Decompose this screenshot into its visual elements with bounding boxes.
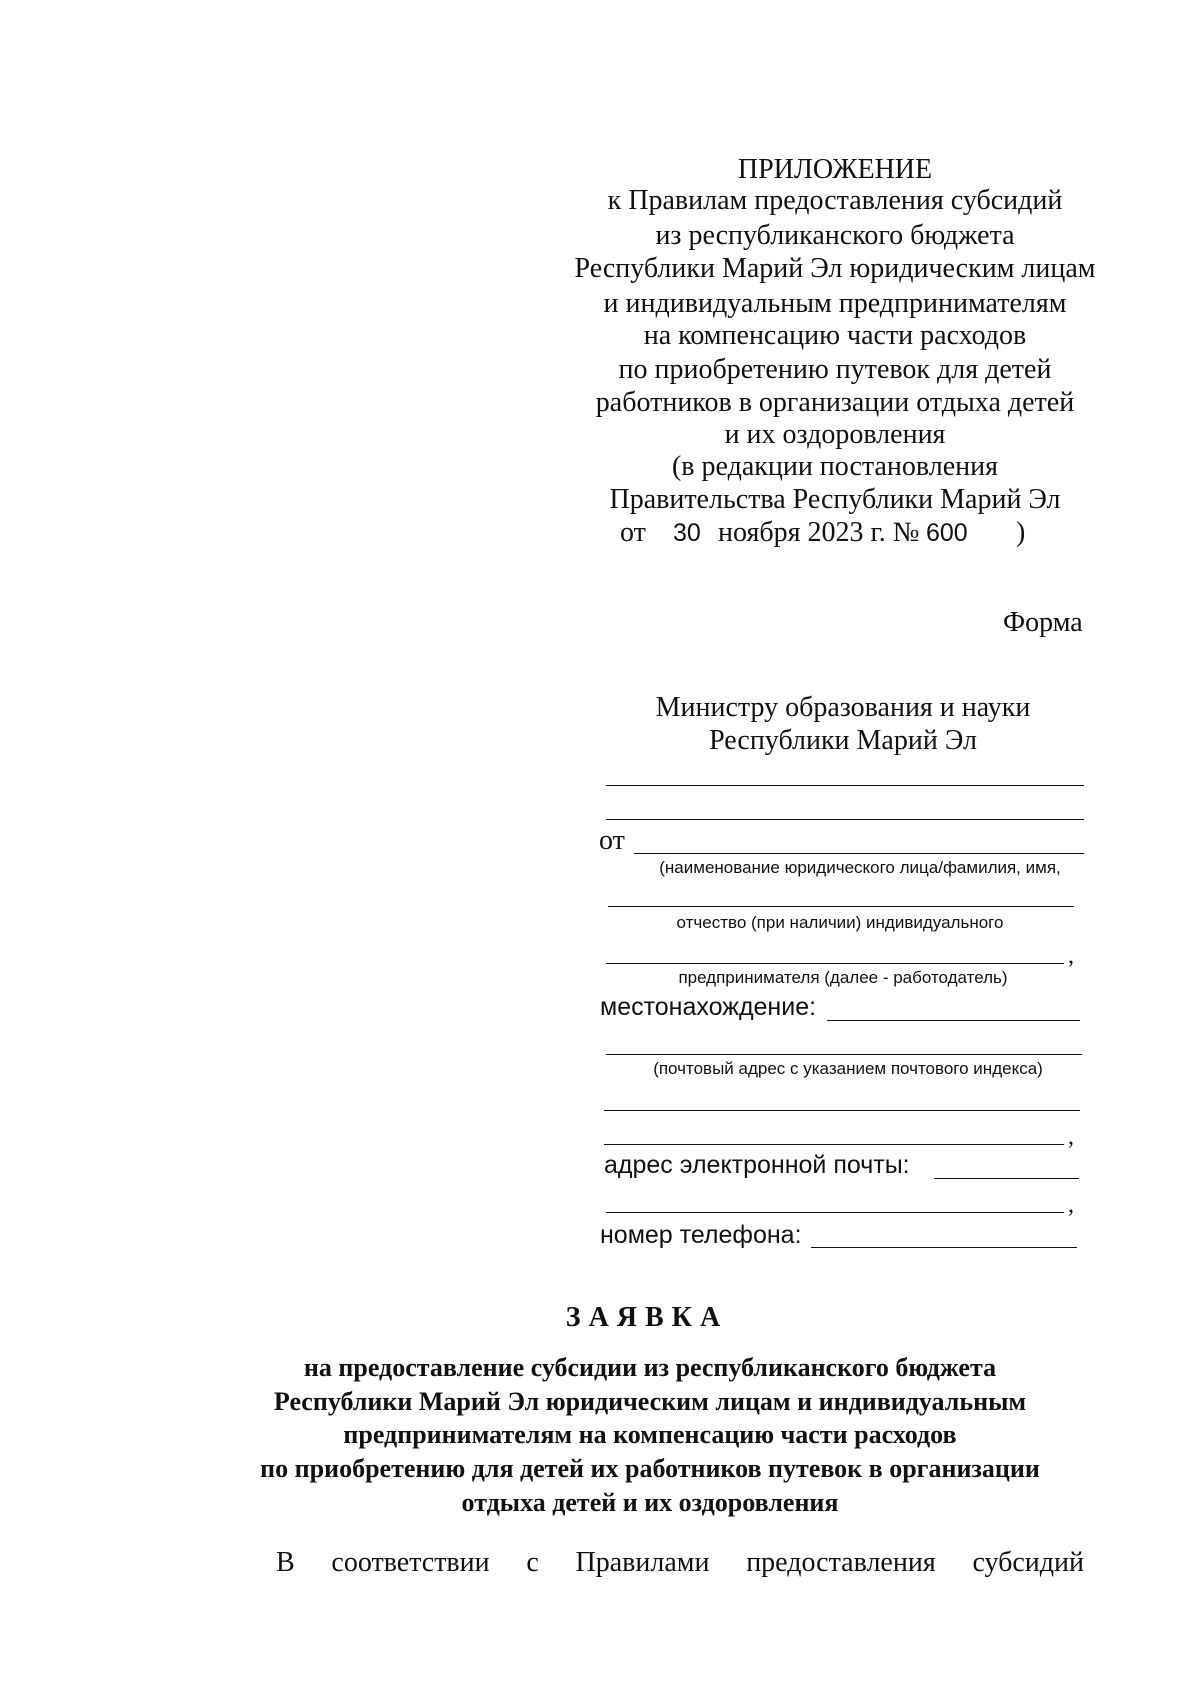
application-subtitle-line: Республики Марий Эл юридическим лицам и индивидуальным — [273, 1387, 1027, 1416]
blank-line — [604, 1144, 1064, 1145]
email-field-line — [934, 1178, 1079, 1179]
appendix-line: работников в организации отдыха детей — [595, 387, 1075, 418]
body-word: предоставления — [746, 1547, 936, 1578]
from-label: от — [599, 825, 625, 856]
appendix-date-prefix: от — [620, 517, 646, 548]
location-field-line — [827, 1020, 1080, 1021]
appendix-date-text: ноября 2023 г. № — [718, 517, 920, 548]
appendix-line: из республиканского бюджета — [655, 220, 1015, 251]
blank-line — [606, 1054, 1082, 1055]
appendix-date-number: 600 — [926, 519, 968, 547]
caption-name: (наименование юридического лица/фамилия, имя, — [659, 858, 1061, 877]
blank-line — [606, 963, 1064, 964]
appendix-line: Правительства Республики Марий Эл — [609, 484, 1061, 515]
blank-line — [608, 906, 1074, 907]
body-word: соответствии — [331, 1547, 490, 1578]
appendix-date-suffix: ) — [1016, 517, 1026, 548]
phone-field-line — [811, 1247, 1077, 1248]
appendix-line: (в редакции постановления — [671, 451, 999, 482]
application-title: ЗАЯВКА — [565, 1302, 729, 1333]
comma: , — [1068, 1192, 1074, 1218]
location-label: местонахождение: — [600, 993, 817, 1021]
body-word: В — [276, 1547, 295, 1578]
appendix-line: к Правилам предоставления субсидий — [607, 185, 1063, 216]
body-word: субсидий — [972, 1547, 1084, 1578]
appendix-line: по приобретению путевок для детей — [618, 354, 1052, 385]
blank-line — [606, 819, 1084, 820]
body-word: Правилами — [575, 1547, 710, 1578]
comma: , — [1068, 1124, 1074, 1150]
caption-entrepreneur: предпринимателя (далее - работодатель) — [678, 968, 1008, 987]
application-subtitle-line: предпринимателям на компенсацию части расходов — [343, 1420, 957, 1449]
addressee-line-2: Республики Марий Эл — [709, 725, 977, 756]
blank-line — [606, 1212, 1064, 1213]
appendix-line: и их оздоровления — [724, 419, 946, 450]
from-field-line — [634, 853, 1084, 854]
application-subtitle-line: на предоставление субсидии из республиканского бюджета — [303, 1353, 997, 1382]
application-subtitle-line: отдыха детей и их оздоровления — [461, 1488, 839, 1517]
form-label: Форма — [1003, 607, 1083, 638]
blank-line — [606, 785, 1084, 786]
caption-address: (почтовый адрес с указанием почтового индекса) — [653, 1059, 1043, 1078]
body-word: с — [526, 1547, 539, 1578]
comma: , — [1068, 943, 1074, 969]
appendix-date-day: 30 — [673, 519, 701, 547]
application-subtitle-line: по приобретению для детей их работников путевок в организации — [260, 1454, 1040, 1483]
appendix-line: на компенсацию части расходов — [643, 320, 1027, 351]
body-first-line — [276, 1547, 1084, 1579]
blank-line — [604, 1110, 1080, 1111]
caption-patronymic: отчество (при наличии) индивидуального — [676, 913, 1004, 932]
appendix-heading: ПРИЛОЖЕНИЕ — [737, 154, 933, 185]
addressee-line-1: Министру образования и науки — [655, 692, 1031, 723]
phone-label: номер телефона: — [600, 1221, 802, 1249]
appendix-line: и индивидуальным предпринимателям — [603, 288, 1067, 319]
appendix-line: Республики Марий Эл юридическим лицам — [574, 253, 1096, 284]
email-label: адрес электронной почты: — [604, 1151, 910, 1179]
